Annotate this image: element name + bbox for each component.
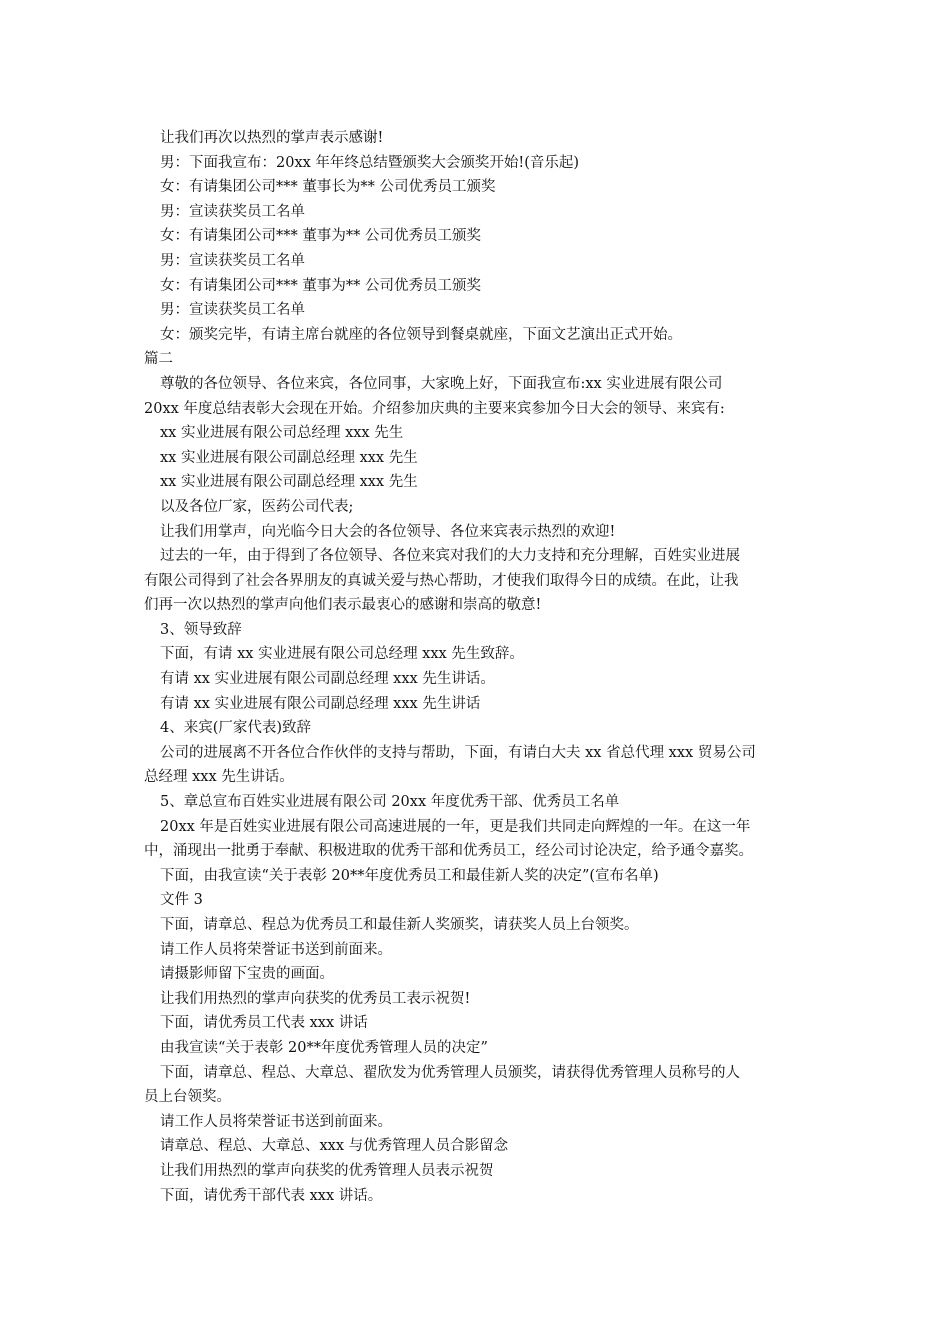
paragraph-line: 文件 3 xyxy=(160,892,203,909)
paragraph-line: 下面，由我宣读“关于表彰 20**年度优秀员工和最佳新人奖的决定”(宣布名单) xyxy=(160,867,659,884)
paragraph-line: 女：有请集团公司*** 董事长为** 公司优秀员工颁奖 xyxy=(160,179,496,196)
paragraph-line: 请工作人员将荣誉证书送到前面来。 xyxy=(160,1113,392,1130)
paragraph-line: 男：宣读获奖员工名单 xyxy=(160,252,305,269)
paragraph-line: 让我们用热烈的掌声向获奖的优秀员工表示祝贺! xyxy=(160,990,471,1007)
paragraph-line-continued: 有限公司得到了社会各界朋友的真诚关爱与热心帮助，才使我们取得今日的成绩。在此，让我 xyxy=(144,572,739,589)
paragraph-line-continued: 总经理 xxx 先生讲话。 xyxy=(144,769,294,786)
paragraph-line-continued: 20xx 年度总结表彰大会现在开始。介绍参加庆典的主要来宾参加今日大会的领导、来宾有: xyxy=(144,400,725,417)
document-body xyxy=(144,126,810,1208)
paragraph-line: xx 实业进展有限公司总经理 xxx 先生 xyxy=(160,425,404,442)
paragraph-line: 过去的一年，由于得到了各位领导、各位来宾对我们的大力支持和充分理解，百姓实业进展 xyxy=(160,548,740,565)
paragraph-line: 4、来宾(厂家代表)致辞 xyxy=(160,720,312,737)
paragraph-line: 以及各位厂家，医药公司代表; xyxy=(160,498,354,515)
paragraph-line: 女：有请集团公司*** 董事为** 公司优秀员工颁奖 xyxy=(160,228,481,245)
paragraph-line: 请章总、程总、大章总、xxx 与优秀管理人员合影留念 xyxy=(160,1138,509,1155)
paragraph-line: 下面，有请 xx 实业进展有限公司总经理 xxx 先生致辞。 xyxy=(160,646,524,663)
paragraph-line: 女：有请集团公司*** 董事为** 公司优秀员工颁奖 xyxy=(160,277,481,294)
paragraph-line: 让我们用热烈的掌声向获奖的优秀管理人员表示祝贺 xyxy=(160,1162,494,1179)
paragraph-line: 尊敬的各位领导、各位来宾，各位同事，大家晚上好，下面我宣布:xx 实业进展有限公司 xyxy=(160,375,723,392)
paragraph-line: 下面，请章总、程总为优秀员工和最佳新人奖颁奖，请获奖人员上台领奖。 xyxy=(160,917,639,933)
paragraph-line: 让我们再次以热烈的掌声表示感谢! xyxy=(160,130,384,146)
paragraph-line: 下面，请章总、程总、大章总、翟欣发为优秀管理人员颁奖，请获得优秀管理人员称号的人 xyxy=(160,1064,740,1081)
paragraph-line: 有请 xx 实业进展有限公司副总经理 xxx 先生讲话。 xyxy=(160,671,495,688)
paragraph-line-continued: 篇二 xyxy=(144,351,173,368)
paragraph-line: 请摄影师留下宝贵的画面。 xyxy=(160,966,334,983)
paragraph-line: 男：宣读获奖员工名单 xyxy=(160,302,305,319)
paragraph-line: xx 实业进展有限公司副总经理 xxx 先生 xyxy=(160,474,418,491)
paragraph-line: 有请 xx 实业进展有限公司副总经理 xxx 先生讲话 xyxy=(160,695,481,712)
paragraph-line: 男：下面我宣布：20xx 年年终总结暨颁奖大会颁奖开始!(音乐起) xyxy=(160,154,580,171)
paragraph-line: 女：颁奖完毕，有请主席台就座的各位领导到餐桌就座，下面文艺演出正式开始。 xyxy=(160,326,682,343)
paragraph-line: 3、领导致辞 xyxy=(160,621,242,638)
paragraph-line: 请工作人员将荣誉证书送到前面来。 xyxy=(160,941,392,958)
paragraph-line: 下面，请优秀员工代表 xxx 讲话 xyxy=(160,1015,368,1032)
paragraph-line-continued: 们再一次以热烈的掌声向他们表示最衷心的感谢和崇高的敬意! xyxy=(144,597,542,614)
paragraph-line: 5、章总宣布百姓实业进展有限公司 20xx 年度优秀干部、优秀员工名单 xyxy=(160,794,620,811)
paragraph-line-continued: 员上台领奖。 xyxy=(144,1089,231,1106)
paragraph-line: 下面，请优秀干部代表 xxx 讲话。 xyxy=(160,1187,383,1204)
paragraph-line: 让我们用掌声，向光临今日大会的各位领导、各位来宾表示热烈的欢迎! xyxy=(160,523,616,540)
paragraph-line: 公司的进展离不开各位合作伙伴的支持与帮助，下面，有请白大夫 xx 省总代理 xxx 贸易公司 xyxy=(160,744,756,761)
paragraph-line: 男：宣读获奖员工名单 xyxy=(160,203,305,220)
paragraph-line: 由我宣读“关于表彰 20**年度优秀管理人员的决定” xyxy=(160,1039,488,1056)
paragraph-line: xx 实业进展有限公司副总经理 xxx 先生 xyxy=(160,449,418,466)
paragraph-line-continued: 中，涌现出一批勇于奉献、积极进取的优秀干部和优秀员工，经公司讨论决定，给予通令嘉奖。 xyxy=(144,843,753,860)
paragraph-line: 20xx 年是百姓实业进展有限公司高速进展的一年，更是我们共同走向辉煌的一年。在这一年 xyxy=(160,818,751,835)
